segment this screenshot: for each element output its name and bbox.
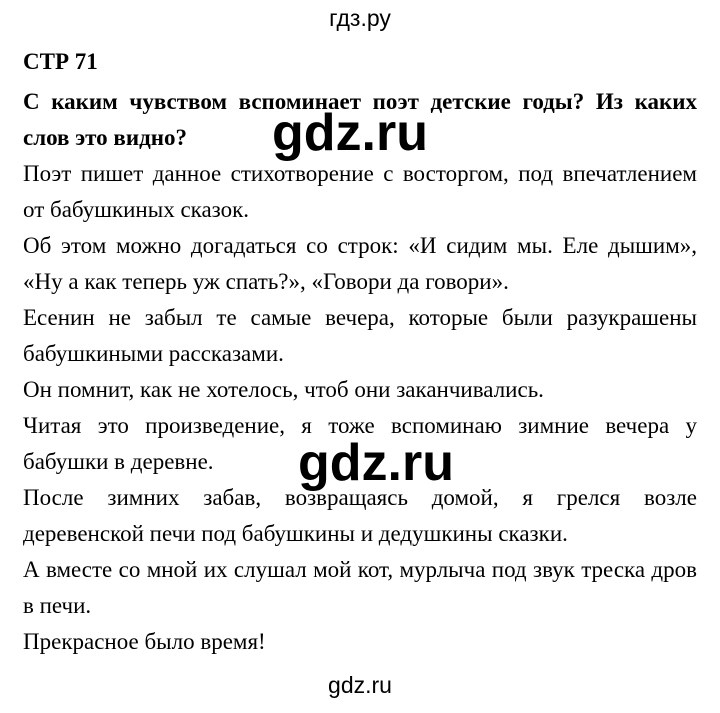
answer-paragraph-8: Прекрасное было время!: [23, 629, 266, 654]
site-footer: gdz.ru: [328, 672, 392, 698]
answer-paragraph-5: Читая это произведение, я тоже вспоминаю зимние вечера у бабушки в деревне.: [23, 413, 697, 474]
watermark-gdz-middle: gdz.ru: [298, 434, 454, 492]
answer-paragraph-4: Он помнит, как не хотелось, чтоб они заканчивались.: [23, 377, 544, 402]
page-label: СТР 71: [23, 49, 98, 74]
question-heading: С каким чувством вспоминает поэт детские годы? Из каких слов это видно?: [23, 89, 697, 150]
answer-paragraph-7: А вместе со мной их слушал мой кот, мурлыча под звук треска дров в печи.: [23, 557, 697, 618]
answer-paragraph-3: Есенин не забыл те самые вечера, которые были разукрашены бабушкиными рассказами.: [23, 305, 697, 366]
watermark-gdz-top: gdz.ru: [272, 104, 428, 162]
answer-paragraph-2: Об этом можно догадаться со строк: «И сидим мы. Еле дышим», «Ну а как теперь уж спать?», «Говори да говори».: [23, 233, 697, 294]
site-header: гдз.ру: [329, 5, 391, 31]
answer-paragraph-6: После зимних забав, возвращаясь домой, я грелся возле деревенской печи под бабушкины и дедушкины сказки.: [23, 485, 697, 546]
answer-paragraph-1: Поэт пишет данное стихотворение с восторгом, под впечатлением от бабушкиных сказок.: [23, 161, 697, 222]
